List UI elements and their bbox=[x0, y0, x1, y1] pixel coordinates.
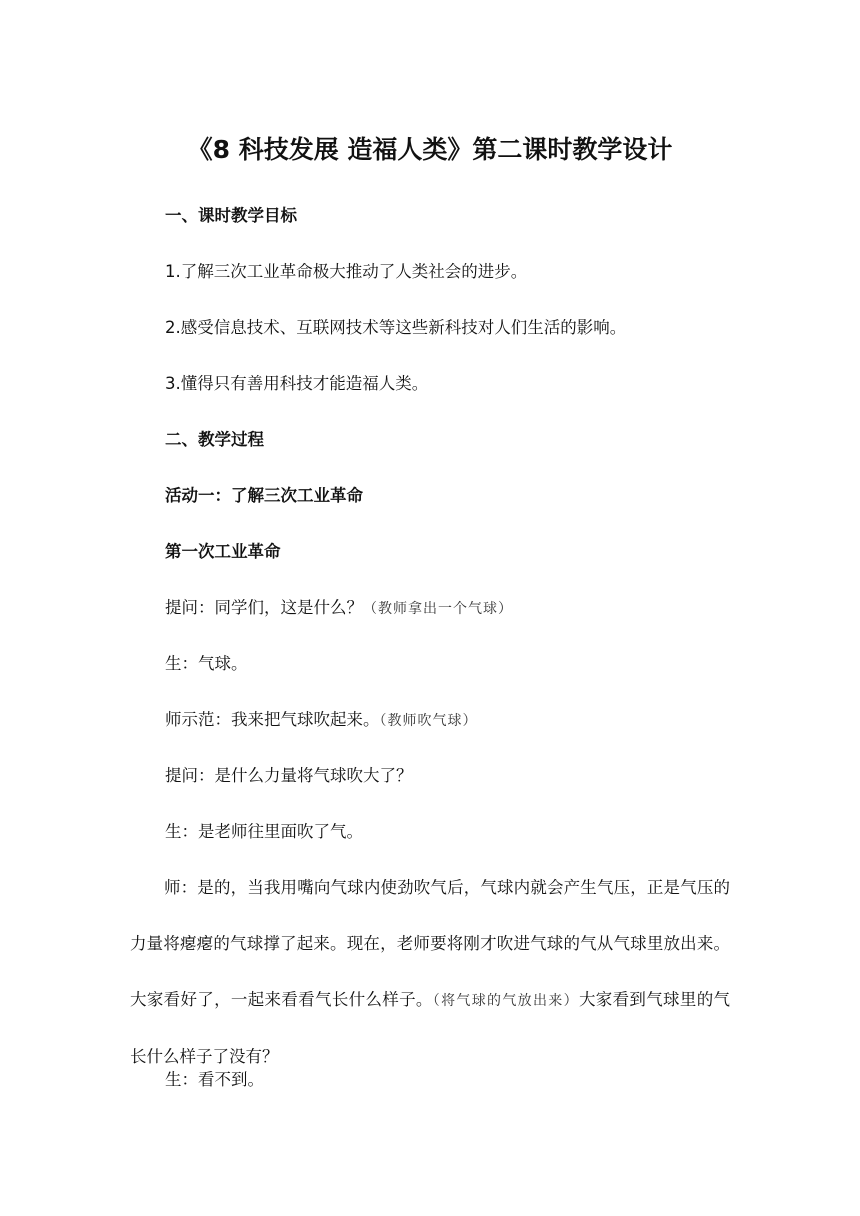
dialogue-line-5 bbox=[165, 820, 363, 844]
dialogue-line-6: 生：看不到。 bbox=[165, 1070, 264, 1089]
subheading-first-revolution: 第一次工业革命 bbox=[165, 542, 281, 561]
dialogue-text: 生：气球。 bbox=[165, 654, 248, 673]
section-heading-process: 二、教学过程 bbox=[165, 430, 264, 449]
document-title: 《8 科技发展 造福人类》第二课时教学设计 bbox=[187, 135, 673, 164]
dialogue-line-4 bbox=[165, 764, 413, 788]
stage-note: （将气球的气放出来） bbox=[432, 993, 579, 1009]
goal-item-3: 3.懂得只有善用科技才能造福人类。 bbox=[165, 374, 429, 393]
dialogue-line-2 bbox=[165, 652, 248, 676]
dialogue-text: 提问：是什么力量将气球吹大了？ bbox=[165, 766, 413, 785]
stage-note: （教师吹气球） bbox=[379, 713, 478, 729]
dialogue-line-1 bbox=[165, 596, 513, 621]
goal-item-1: 1.了解三次工业革命极大推动了人类社会的进步。 bbox=[165, 262, 528, 281]
dialogue-line-3 bbox=[165, 708, 478, 733]
teacher-explanation-paragraph bbox=[130, 860, 730, 1085]
dialogue-text: 提问：同学们，这是什么？ bbox=[165, 598, 363, 617]
activity-heading: 活动一：了解三次工业革命 bbox=[165, 486, 363, 505]
stage-note: （教师拿出一个气球） bbox=[363, 601, 513, 617]
dialogue-text: 师示范：我来把气球吹起来。 bbox=[165, 710, 380, 729]
goal-item-2: 2.感受信息技术、互联网技术等这些新科技对人们生活的影响。 bbox=[165, 318, 627, 337]
section-heading-goals: 一、课时教学目标 bbox=[165, 206, 297, 225]
paragraph-text: 大家看到气球里的气长什么样子了没有？ bbox=[130, 990, 731, 1066]
paragraph-text: 师：是的，当我用嘴向气球内使劲吹气后，气球内就会产生气压，正是气压的力量将瘪瘪的气球撑了起来。现在，老师要将刚才吹进气球的气从气球里放出来。大家看好了，一起来看看气长什么样子。 bbox=[130, 878, 730, 1009]
dialogue-text: 生：是老师往里面吹了气。 bbox=[165, 822, 363, 841]
